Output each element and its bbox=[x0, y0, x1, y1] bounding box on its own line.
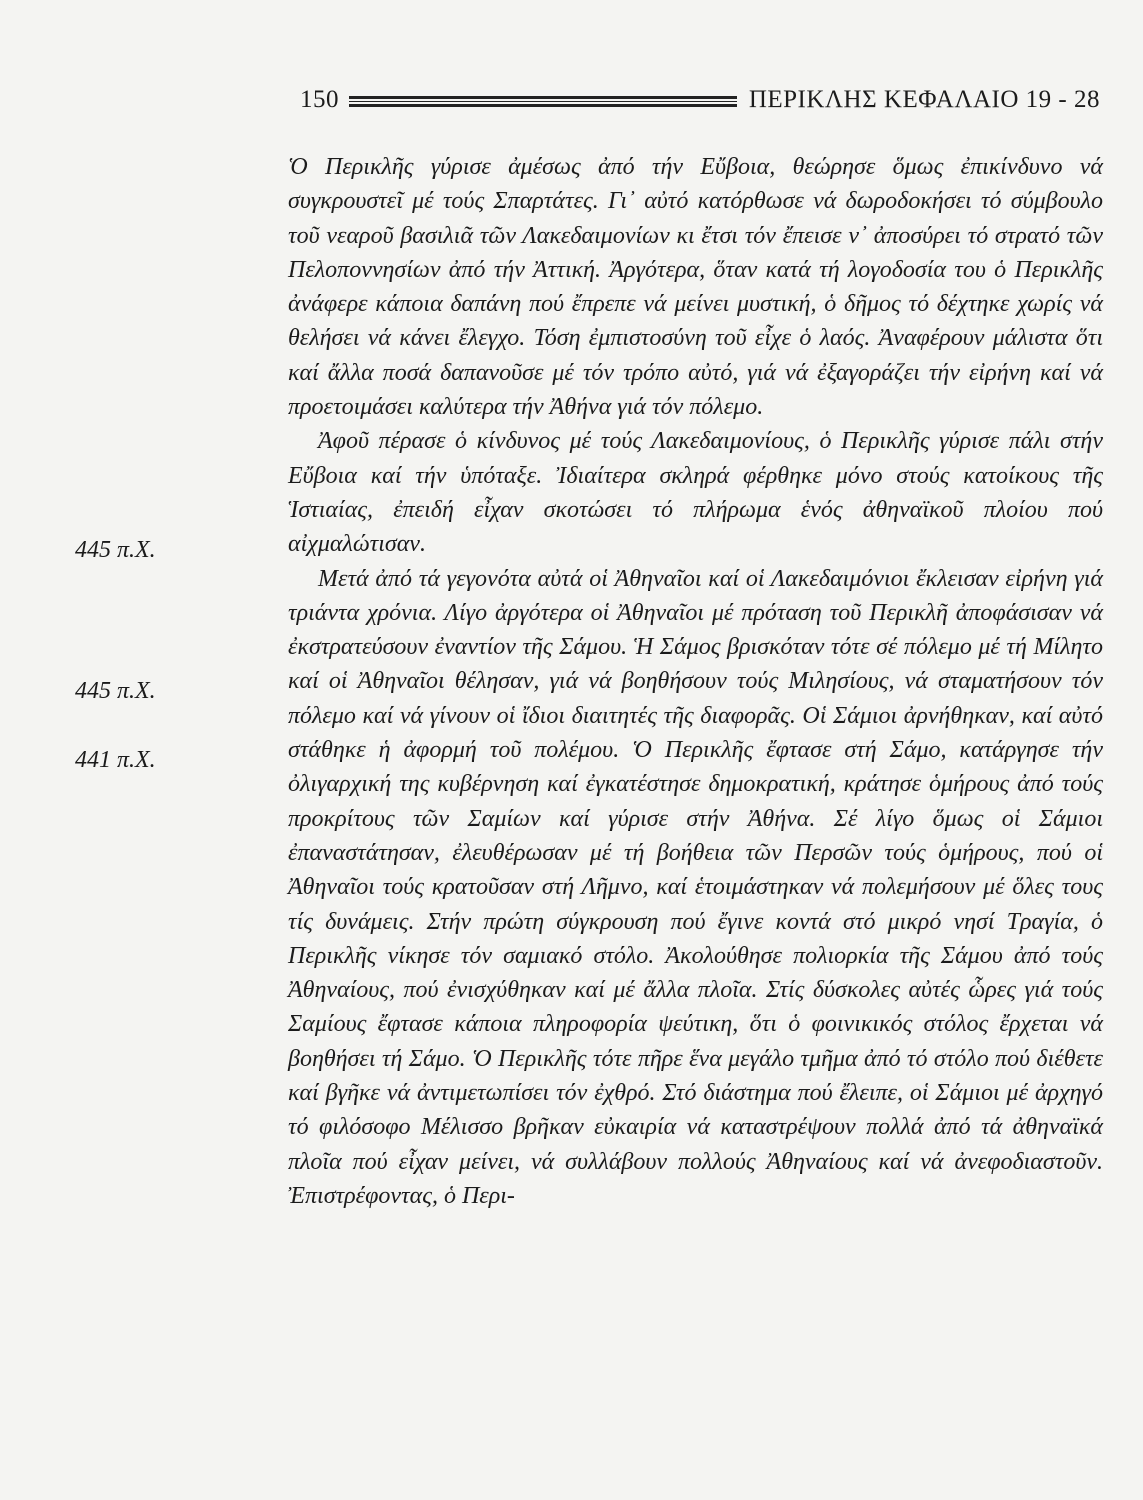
paragraph: Μετά ἀπό τά γεγονότα αὐτά οἱ Ἀθηναῖοι καί οἱ Λακεδαιμόνιοι ἔκλεισαν εἰρήνη γιά τριάντα χρόνια. Λίγο ἀργότερα οἱ Ἀθηναῖοι μέ πρόταση τοῦ Περικλῆ ἀποφάσισαν νά ἐκστρατεύσουν ἐναντίον τῆς Σάμου. Ἡ Σάμος βρισκόταν τότε σέ πόλεμο μέ τή Μίλητο καί οἱ Ἀθηναῖοι θέλησαν, γιά νά βοηθήσουν τούς Μιλησίους, νά σταματήσουν τόν πόλεμο καί νά γίνουν οἱ ἴδιοι διαιτητές τῆς διαφορᾶς. Οἱ Σάμιοι ἀρνήθηκαν, καί αὐτό στάθηκε ἡ ἀφορμή τοῦ πολέμου. Ὁ Περικλῆς ἔφτασε στή Σάμο, κατάργησε τήν ὀλιγαρχική της κυβέρνηση καί ἐγκατέστησε δημοκρατική, κράτησε ὁμήρους ἀπό τούς προκρίτους τῶν Σαμίων καί γύρισε στήν Ἀθήνα. Σέ λίγο ὅμως οἱ Σάμιοι ἐπαναστάτησαν, ἐλευθέρωσαν μέ τή βοήθεια τῶν Περσῶν τούς ὁμήρους, πού οἱ Ἀθηναῖοι τούς κρατοῦσαν στή Λῆμνο, καί ἑτοιμάστηκαν νά πολεμήσουν μέ ὅλες τους τίς δυνάμεις. Στήν πρώτη σύγκρουση πού ἔγινε κοντά στό μικρό νησί Τραγία, ὁ Περικλῆς νίκησε τόν σαμιακό στόλο. Ἀκολούθησε πολιορκία τῆς Σάμου ἀπό τούς Ἀθηναίους, πού ἐνισχύθηκαν καί μέ ἄλλα πλοῖα. Στίς δύσκολες αὐτές ὧρες γιά τούς Σαμίους ἔφτασε κάποια πληροφορία ψεύτικη, ὅτι ὁ φοινικικός στόλος ἔρχεται νά βοηθήσει τή Σάμο. Ὁ Περικλῆς τότε πῆρε ἕνα μεγάλο τμῆμα ἀπό τό στόλο πού διέθετε καί βγῆκε νά ἀντιμετωπίσει τόν ἐχθρό. Στό διάστημα πού ἔλειπε, οἱ Σάμιοι μέ ἀρχηγό τό φιλόσοφο Μέλισσο βρῆκαν εὐκαιρία νά καταστρέψουν πολλά ἀπό τά ἀθηναϊκά πλοῖα πού εἶχαν μείνει, νά συλλάβουν πολλούς Ἀθηναίους καί νά ἀνεφοδιαστοῦν. Ἐπιστρέφοντας, ὁ Περι- bbox=[288, 565, 1103, 1209]
paragraph: Ἀφοῦ πέρασε ὁ κίνδυνος μέ τούς Λακεδαιμονίους, ὁ Περικλῆς γύρισε πάλι στήν Εὔβοια καί τήν ὑπόταξε. Ἰδιαίτερα σκληρά φέρθηκε μόνο στούς κατοίκους τῆς Ἱστιαίας, ἐπειδή εἶχαν σκοτώσει τό πλήρωμα ἑνός ἀθηναϊκοῦ πλοίου πού αἰχμαλώτισαν. bbox=[288, 428, 1103, 558]
margin-note-date: 445 π.Χ. bbox=[75, 678, 156, 704]
paragraph: Ὁ Περικλῆς γύρισε ἀμέσως ἀπό τήν Εὔβοια, θεώρησε ὅμως ἐπικίνδυνο νά συγκρουστεῖ μέ τούς Σπαρτάτες. Γι᾽ αὐτό κατόρθωσε νά δωροδοκήσει τό σύμβουλο τοῦ νεαροῦ βασιλιᾶ τῶν Λακεδαιμονίων κι ἔτσι τόν ἔπεισε ν᾽ ἀποσύρει τό στρατό τῶν Πελοποννησίων ἀπό τήν Ἀττική. Ἀργότερα, ὅταν κατά τή λογοδοσία του ὁ Περικλῆς ἀνάφερε κάποια δαπάνη πού ἔπρεπε νά μείνει μυστική, ὁ δῆμος τό δέχτηκε χωρίς νά θελήσει νά κάνει ἔλεγχο. Τόση ἐμπιστοσύνη τοῦ εἶχε ὁ λαός. Ἀναφέρουν μάλιστα ὅτι καί ἄλλα ποσά δαπανοῦσε μέ τόν τρόπο αὐτό, γιά νά ἐξαγοράζει τήν εἰρήνη καί νά προετοιμάσει καλύτερα τήν Ἀθήνα γιά τόν πόλεμο. bbox=[288, 154, 1103, 421]
running-title: ΠΕΡΙΚΛΗΣ ΚΕΦΑΛΑΙΟ 19 - 28 bbox=[748, 86, 1100, 113]
margin-note-date: 445 π.Χ. bbox=[75, 537, 156, 563]
margin-note-date: 441 π.Χ. bbox=[75, 747, 156, 773]
header-rule bbox=[349, 96, 737, 107]
page-number: 150 bbox=[300, 86, 339, 113]
page-header bbox=[300, 80, 1100, 120]
body-text bbox=[288, 150, 1103, 1213]
